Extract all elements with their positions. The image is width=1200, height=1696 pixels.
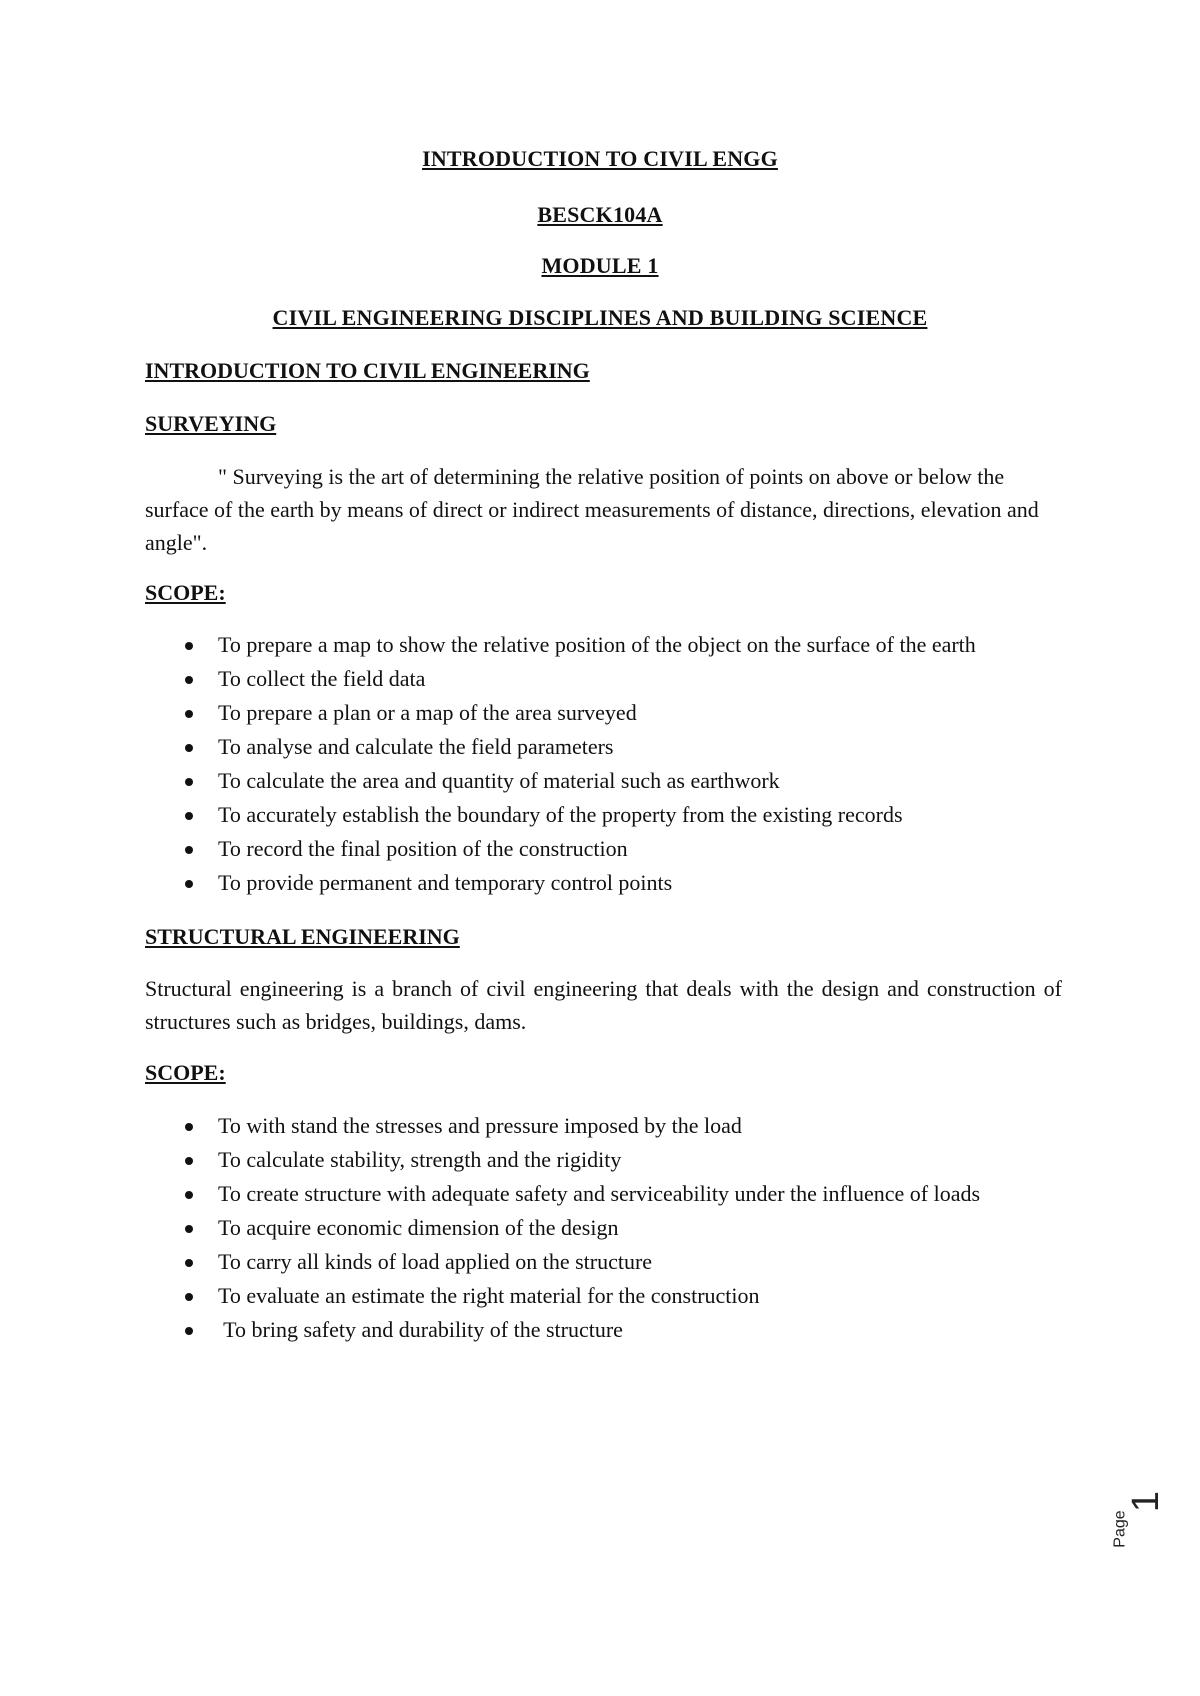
list-item-text: To create structure with adequate safety and serviceability under the influence of loads — [218, 1181, 981, 1206]
structural-definition: Structural engineering is a branch of civil engineering that deals with the design and construction of structures such as bridges, buildings, dams. — [145, 976, 1062, 1034]
module-label: MODULE 1 — [541, 253, 659, 278]
bullet-icon — [185, 1327, 193, 1335]
list-item — [145, 767, 1075, 795]
list-item-text: To prepare a plan or a map of the area surveyed — [218, 700, 637, 725]
bullet-icon — [185, 642, 193, 650]
list-item-text: To calculate the area and quantity of material such as earthwork — [218, 768, 780, 793]
structural-heading: STRUCTURAL ENGINEERING — [145, 924, 460, 949]
page-number: 1 — [1125, 1490, 1168, 1513]
bullet-icon — [185, 1191, 193, 1199]
intro-heading: INTRODUCTION TO CIVIL ENGINEERING — [145, 358, 590, 383]
list-item — [145, 835, 1075, 863]
list-item — [145, 1214, 1025, 1242]
list-item-text: To calculate stability, strength and the rigidity — [218, 1147, 622, 1172]
bullet-icon — [185, 1123, 193, 1131]
list-item-text: To with stand the stresses and pressure imposed by the load — [218, 1113, 742, 1138]
list-item-text: To record the final position of the construction — [218, 836, 628, 861]
bullet-icon — [185, 676, 193, 684]
list-item-text: To prepare a map to show the relative position of the object on the surface of the earth — [218, 632, 976, 657]
bullet-icon — [185, 1225, 193, 1233]
page-footer — [1111, 1480, 1180, 1580]
bullet-icon — [185, 880, 193, 888]
bullet-icon — [185, 1293, 193, 1301]
surveying-heading: SURVEYING — [145, 411, 277, 436]
bullet-icon — [185, 744, 193, 752]
structural-scope-heading: SCOPE: — [145, 1060, 226, 1085]
list-item — [145, 631, 1075, 659]
list-item-text: To carry all kinds of load applied on the structure — [218, 1249, 653, 1274]
list-item-text: To collect the field data — [218, 666, 426, 691]
list-item-text: To bring safety and durability of the structure — [218, 1317, 623, 1342]
surveying-scope-list — [145, 631, 1075, 903]
list-item — [145, 801, 1075, 829]
list-item-text: To acquire economic dimension of the design — [218, 1215, 619, 1240]
list-item — [145, 1316, 1025, 1344]
surveying-scope-heading: SCOPE: — [145, 580, 226, 605]
bullet-icon — [185, 1259, 193, 1267]
list-item — [145, 1282, 1025, 1310]
bullet-icon — [185, 778, 193, 786]
list-item — [145, 1248, 1025, 1276]
module-title: CIVIL ENGINEERING DISCIPLINES AND BUILDING SCIENCE — [272, 305, 928, 330]
list-item — [145, 733, 1075, 761]
bullet-icon — [185, 1157, 193, 1165]
bullet-icon — [185, 710, 193, 718]
list-item — [145, 1112, 1025, 1140]
list-item-text: To evaluate an estimate the right material for the construction — [218, 1283, 760, 1308]
list-item-text: To accurately establish the boundary of the property from the existing records — [218, 802, 903, 827]
list-item — [145, 1180, 1025, 1208]
list-item-text: To provide permanent and temporary control points — [218, 870, 673, 895]
list-item — [145, 665, 1075, 693]
list-item — [145, 1146, 1025, 1174]
surveying-definition: " Surveying is the art of determining the relative position of points on above or below the surface of the earth by means of direct or indirect measurements of distance, directions, elevation and angle". — [145, 464, 1039, 555]
list-item-text: To analyse and calculate the field parameters — [218, 734, 614, 759]
bullet-icon — [185, 812, 193, 820]
bullet-icon — [185, 846, 193, 854]
document-title: INTRODUCTION TO CIVIL ENGG — [422, 146, 778, 171]
page-label: Page — [1111, 1510, 1129, 1548]
list-item — [145, 699, 1075, 727]
structural-scope-list — [145, 1112, 1025, 1350]
list-item — [145, 869, 1075, 897]
course-code: BESCK104A — [537, 202, 663, 227]
